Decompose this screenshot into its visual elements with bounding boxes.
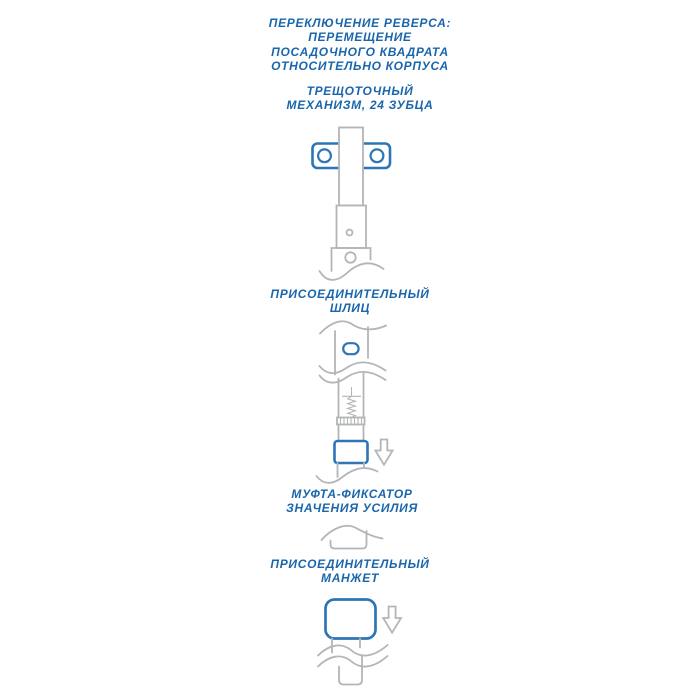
connector-stub (322, 526, 383, 549)
break-line (322, 526, 383, 540)
label-line: ШЛИЦ (329, 301, 371, 316)
label-line: МАНЖЕТ (321, 571, 379, 586)
down-arrow-icon (375, 440, 392, 465)
cuff-highlight (326, 600, 376, 639)
pin-hole-large (345, 252, 355, 262)
label-line: ПЕРЕКЛЮЧЕНИЕ РЕВЕРСА: (268, 16, 452, 30)
square-drive-head (313, 128, 391, 280)
break-line (320, 321, 386, 333)
label-line: ПЕРЕМЕЩЕНИЕ (308, 30, 412, 45)
label-line: МЕХАНИЗМ, 24 ЗУБЦА (286, 98, 434, 113)
spring-barrel (317, 373, 393, 483)
cuff-segment (318, 600, 401, 685)
label-line: ЗНАЧЕНИЯ УСИЛИЯ (286, 501, 418, 516)
lock-collar-highlight (335, 441, 368, 463)
label-line: ПРИСОЕДИНИТЕЛЬНЫЙ (270, 557, 430, 571)
spring-coil (348, 396, 356, 417)
break-line (318, 656, 388, 667)
spring-anchor (342, 387, 361, 396)
head-neck (337, 206, 367, 249)
break-line (317, 468, 378, 483)
label-line: ТРЕЩОТОЧНЫЙ (306, 84, 414, 98)
drive-shaft (339, 128, 363, 206)
break-line (320, 362, 386, 373)
label-line: ОТНОСИТЕЛЬНО КОРПУСА (271, 59, 449, 74)
knurl-teeth (341, 418, 362, 425)
label-line: ПРИСОЕДИНИТЕЛЬНЫЙ (270, 287, 430, 301)
stub-body (331, 531, 367, 549)
label-line: МУФТА-ФИКСАТОР (291, 487, 413, 501)
down-arrow-icon (383, 607, 401, 633)
break-line (318, 645, 388, 656)
spline-slot-highlight (343, 343, 358, 354)
spline-segment (320, 321, 387, 382)
break-line (320, 263, 384, 280)
label-line: ПОСАДОЧНОГО КВАДРАТА (271, 44, 449, 59)
